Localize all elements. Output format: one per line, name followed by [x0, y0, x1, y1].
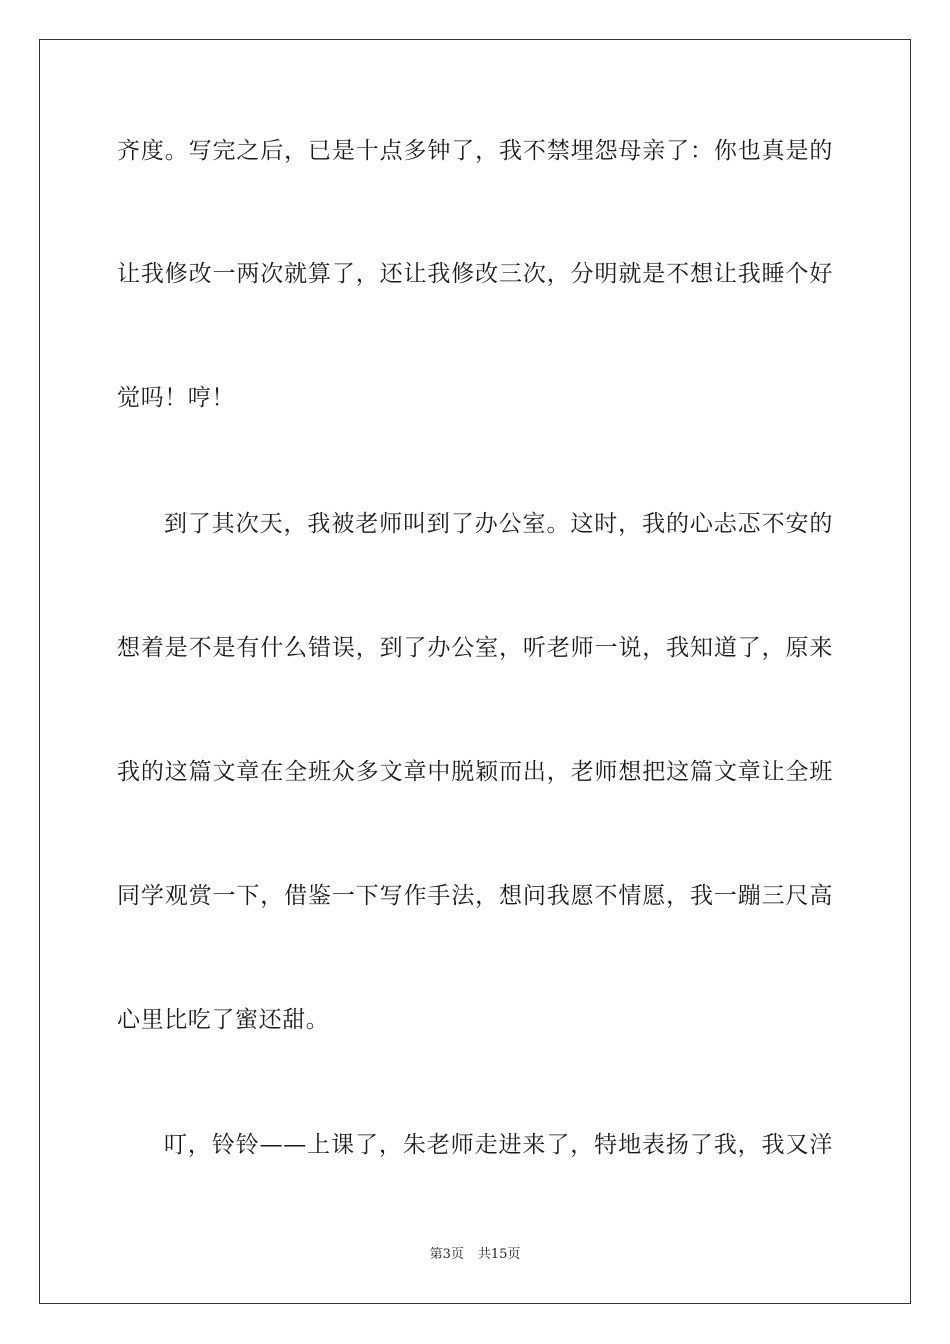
paragraph-line: 到了其次天，我被老师叫到了办公室。这时，我的心忐忑不安的: [164, 511, 833, 537]
paragraph-line: 同学观赏一下，借鉴一下写作手法，想问我愿不情愿，我一蹦三尺高: [117, 883, 833, 909]
page-border: [39, 39, 911, 1304]
page-number: 第3页: [429, 1247, 464, 1262]
paragraph-line: 我的这篇文章在全班众多文章中脱颖而出，老师想把这篇文章让全班: [117, 759, 833, 785]
paragraph-line: 叮，铃铃——上课了，朱老师走进来了，特地表扬了我，我又洋: [164, 1132, 833, 1158]
page-total: 共15页: [477, 1247, 521, 1262]
page-footer: [0, 1246, 950, 1264]
paragraph-line: 觉吗！哼！: [117, 385, 235, 411]
paragraph-line: 心里比吃了蜜还甜。: [117, 1007, 330, 1033]
paragraph-line: 想着是不是有什么错误，到了办公室，听老师一说，我知道了，原来: [117, 635, 833, 661]
paragraph-line: 齐度。写完之后，已是十点多钟了，我不禁埋怨母亲了：你也真是的: [117, 138, 833, 164]
paragraph-line: 让我修改一两次就算了，还让我修改三次，分明就是不想让我睡个好: [117, 261, 833, 287]
